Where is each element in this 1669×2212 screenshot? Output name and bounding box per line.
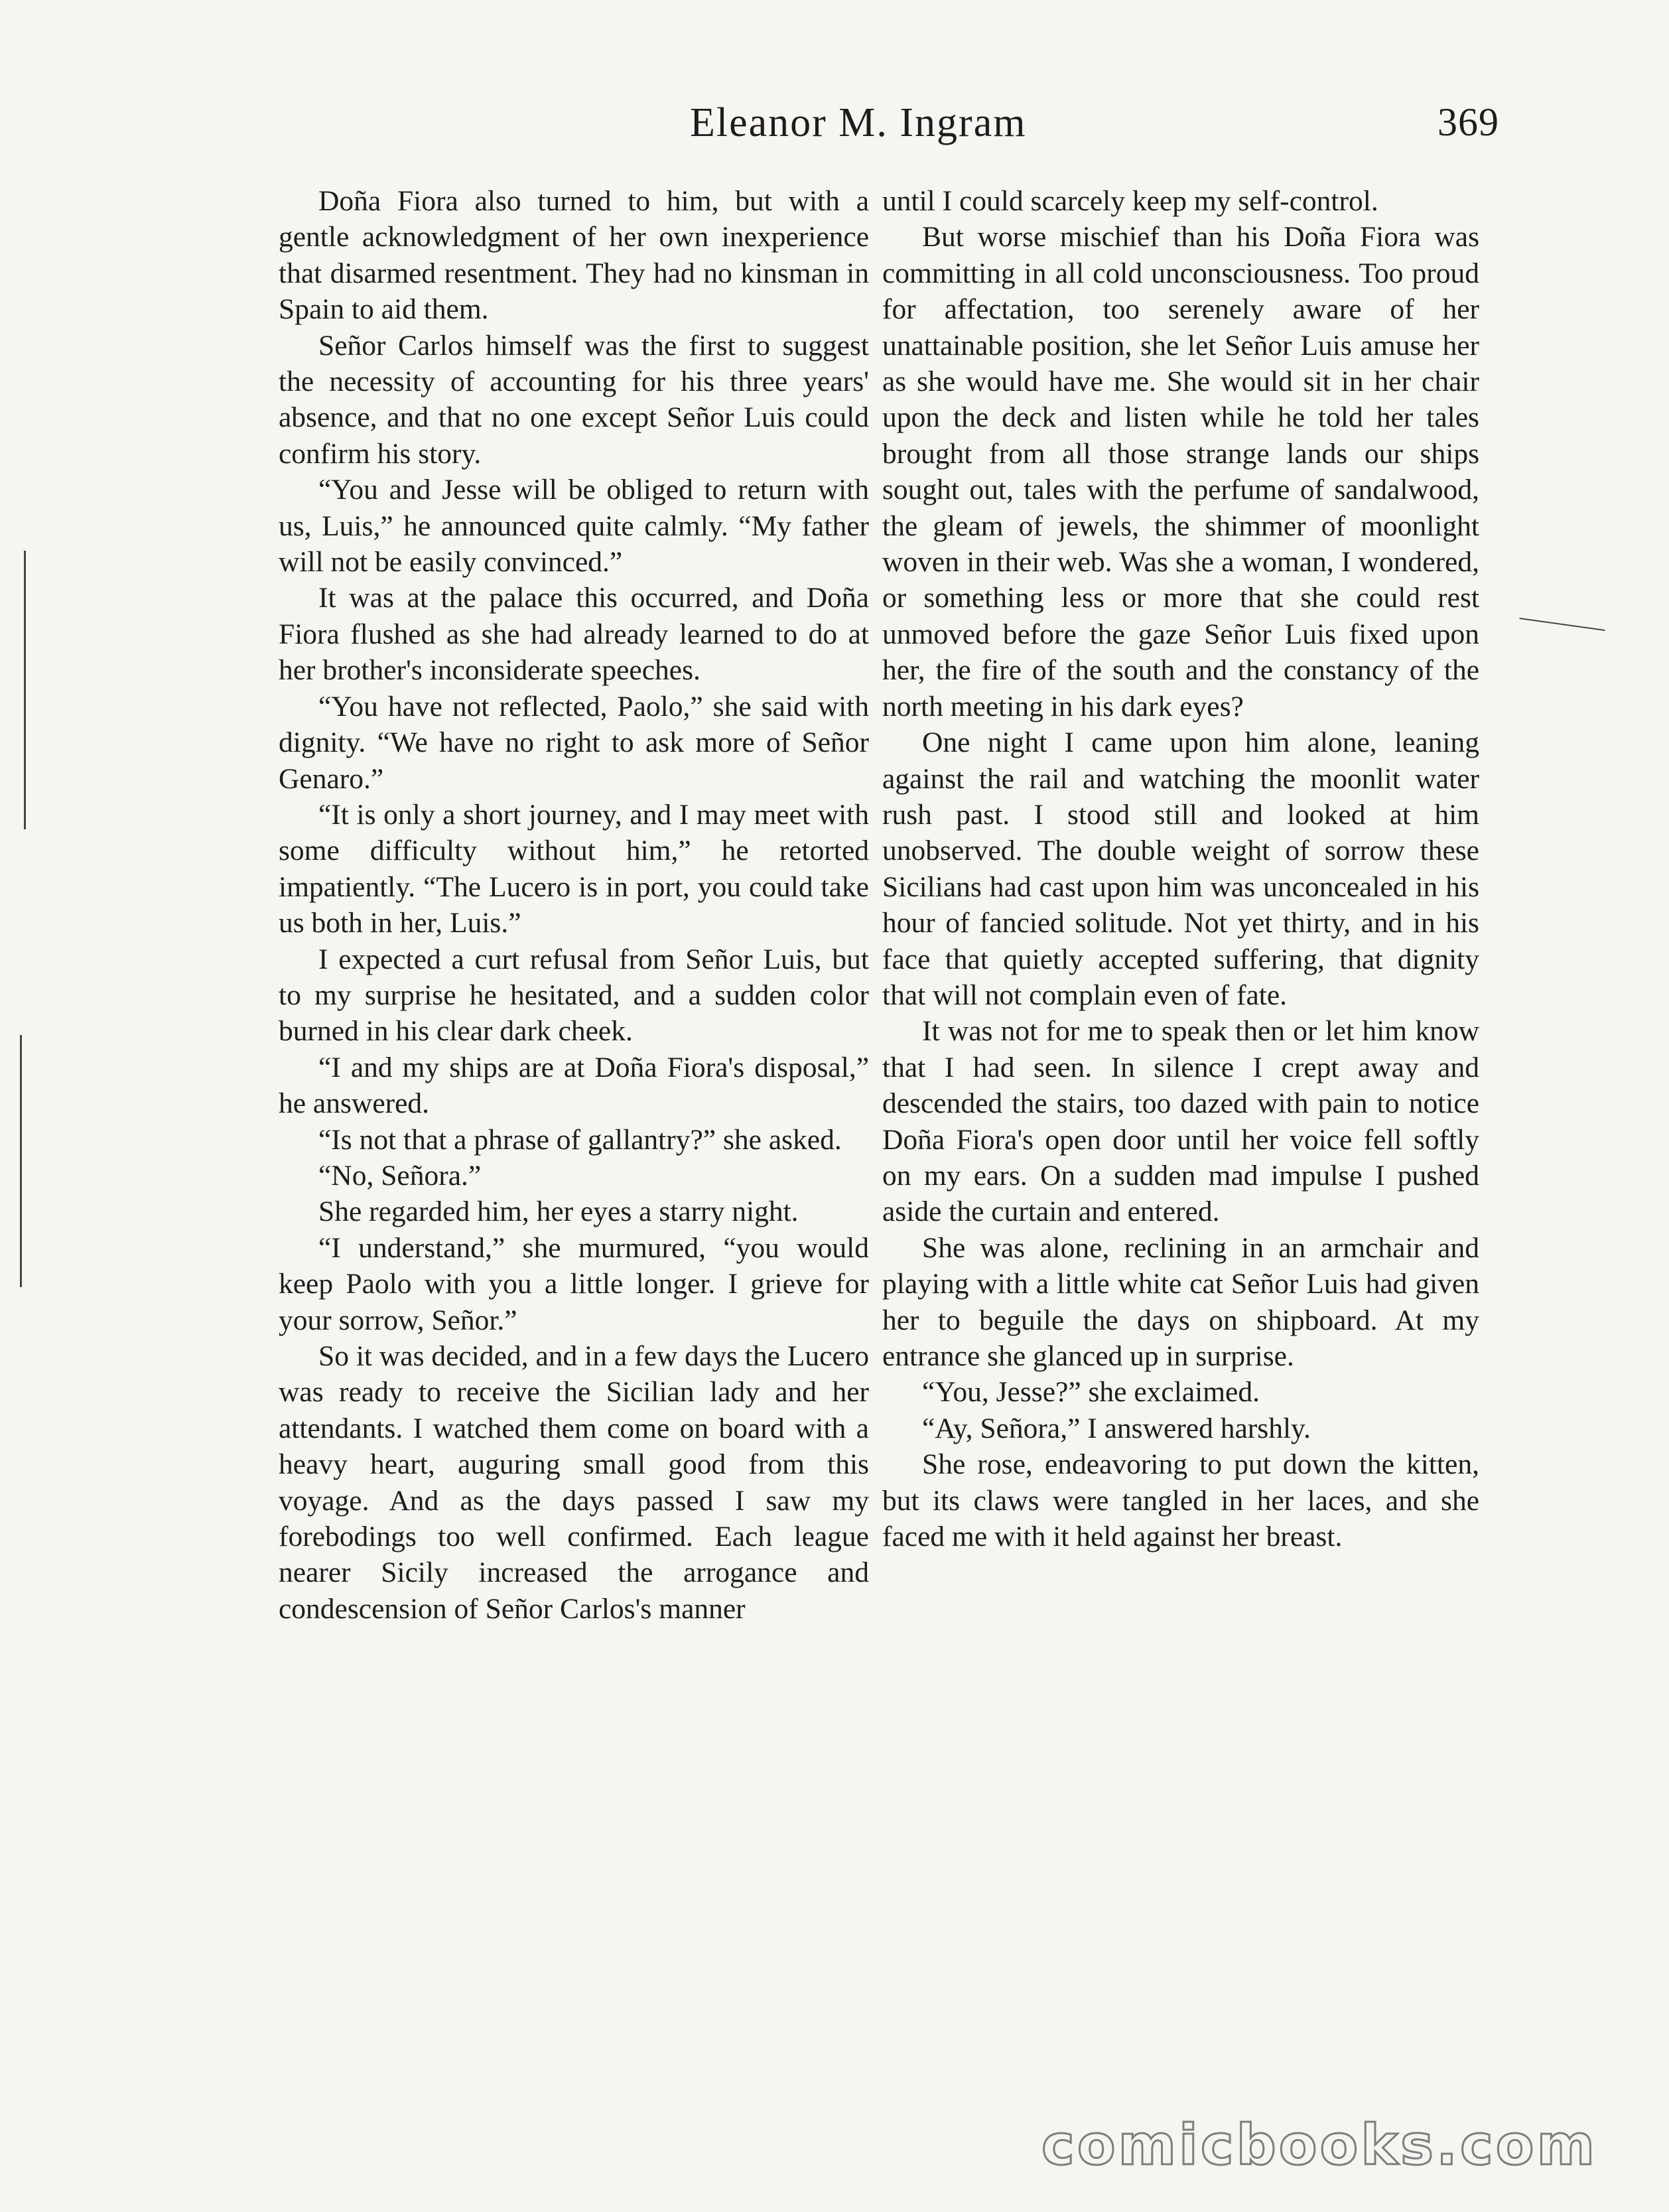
left-column xyxy=(279,183,869,1627)
paragraph: Señor Carlos himself was the first to suggest the necessity of accounting for his three years' absence, and that no one except Señor Luis could confirm his story. xyxy=(279,329,869,470)
paragraph: “You, Jesse?” she exclaimed. xyxy=(922,1376,1260,1409)
right-column xyxy=(882,183,1479,1555)
scan-artifact-line xyxy=(1519,618,1605,631)
paragraph: She regarded him, her eyes a starry night. xyxy=(318,1196,799,1228)
author-name: Eleanor M. Ingram xyxy=(690,100,1027,145)
page-number: 369 xyxy=(1437,100,1499,144)
paragraph: She rose, endeavoring to put down the kitten, but its claws were tangled in her laces, and she faced me with it held against her breast. xyxy=(882,1448,1479,1553)
scan-artifact-line xyxy=(20,1035,22,1287)
paragraph: “Is not that a phrase of gallantry?” she asked. xyxy=(318,1123,842,1156)
paragraph: “Ay, Señora,” I answered harshly. xyxy=(922,1412,1311,1444)
paragraph: One night I came upon him alone, leaning against the rail and watching the moonlit water rush past. I stood still and looked at him unobserved. The double weight of sorrow these Sicilians had cast upon him was unconcealed in his hour of fancied solitude. Not yet thirty, and in his face that quietly accepted suffering, that dignity that will not complain even of fate. xyxy=(882,726,1479,1011)
scan-artifact-line xyxy=(24,551,26,829)
paragraph: “You have not reflected, Paolo,” she said with dignity. “We have no right to ask more of Señor Genaro.” xyxy=(279,690,869,795)
paragraph: Doña Fiora also turned to him, but with a gentle acknowledgment of her own inexperience that disarmed resentment. They had no kinsman in Spain to aid them. xyxy=(279,185,869,326)
watermark-logo: comicbooks.com xyxy=(1041,2112,1597,2177)
paragraph: I expected a curt refusal from Señor Luis, but to my surprise he hesitated, and a sudden color burned in his clear dark cheek. xyxy=(279,943,869,1048)
running-header xyxy=(690,100,1499,159)
paragraph: It was at the palace this occurred, and Doña Fiora flushed as she had already learned to do at her brother's inconsiderate speeches. xyxy=(279,582,869,687)
paragraph: “It is only a short journey, and I may meet with some difficulty without him,” he retorted impatiently. “The Lucero is in port, you could take us both in her, Luis.” xyxy=(279,798,869,939)
paragraph: So it was decided, and in a few days the Lucero was ready to receive the Sicilian lady and her attendants. I watched them come on board with a heavy heart, auguring small good from this voyage. And as the days passed I saw my forebodings too well confirmed. Each league nearer Sicily increased the arrogance and condescension of Señor Carlos's manner xyxy=(279,1340,869,1625)
paragraph-continuation: until I could scarcely keep my self-control. xyxy=(882,185,1378,217)
paragraph: But worse mischief than his Doña Fiora was committing in all cold unconsciousness. Too proud for affectation, too serenely aware of her unattainable position, she let Señor Luis amuse her as she would have me. She would sit in her chair upon the deck and listen while he told her tales brought from all those strange lands our ships sought out, tales with the perfume of sandalwood, the gleam of jewels, the shimmer of moonlight woven in their web. Was she a woman, I wondered, or something less or more that she could rest unmoved before the gaze Señor Luis fixed upon her, the fire of the south and the constancy of the north meeting in his dark eyes? xyxy=(882,221,1479,723)
paragraph: “You and Jesse will be obliged to return with us, Luis,” he announced quite calmly. “My father will not be easily convinced.” xyxy=(279,474,869,579)
paragraph: “I understand,” she murmured, “you would keep Paolo with you a little longer. I grieve for your sorrow, Señor.” xyxy=(279,1231,869,1336)
paragraph: “No, Señora.” xyxy=(318,1159,482,1192)
paragraph: It was not for me to speak then or let him know that I had seen. In silence I crept away and descended the stairs, too dazed with pain to notice Doña Fiora's open door until her voice fell softly on my ears. On a sudden mad impulse I pushed aside the curtain and entered. xyxy=(882,1015,1479,1228)
paragraph: She was alone, reclining in an armchair and playing with a little white cat Señor Luis had given her to beguile the days on shipboard. At my entrance she glanced up in surprise. xyxy=(882,1231,1479,1372)
paragraph: “I and my ships are at Doña Fiora's disposal,” he answered. xyxy=(279,1051,869,1120)
